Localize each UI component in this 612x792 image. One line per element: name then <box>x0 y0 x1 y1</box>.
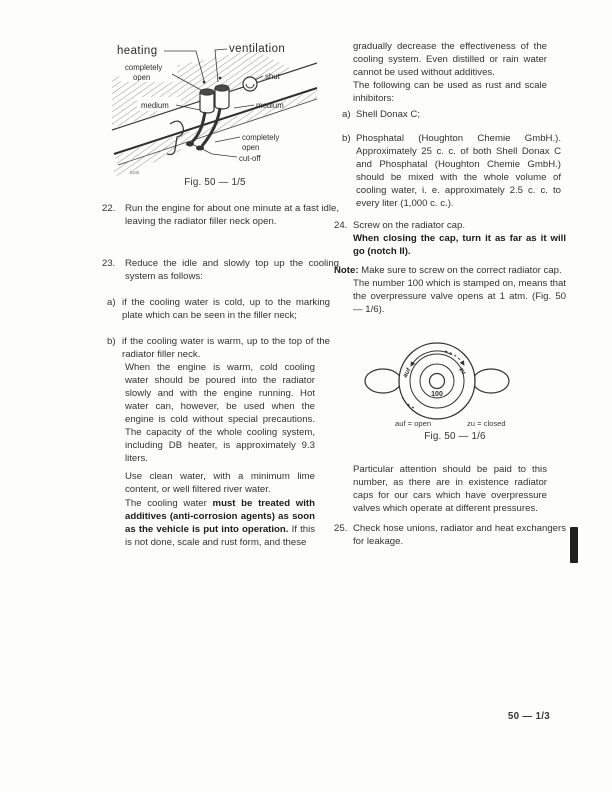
item-23a-text: if the cooling water is cold, up to the marking plate which can be seen in the filler neck; <box>122 297 330 321</box>
paragraph-clean-water: Use clean water, with a minimum lime content, or well filtered river water. <box>125 471 315 495</box>
label-completely-open-right: completely <box>242 133 280 142</box>
cap-stamp-100: 100 <box>431 391 443 398</box>
note-block <box>334 264 566 316</box>
legend-auf-open: auf = open <box>395 419 432 428</box>
cap-outline <box>365 343 509 419</box>
label-medium-right: medium <box>256 101 284 110</box>
paragraph-additives-post: If this is not done, scale and rust form, and these <box>125 524 315 548</box>
label-completely-open-left-2: open <box>133 73 151 82</box>
note-text-2: The number 100 which is stamped on, means that the overpressure valve opens at 1 atm. (Fig. 50 — 1/6). <box>353 278 566 315</box>
label-heating: heating <box>117 45 158 57</box>
item-23b <box>107 335 330 361</box>
item-24-text: Screw on the radiator cap. <box>353 220 465 231</box>
item-25-number: 25. <box>334 523 348 534</box>
item-24-number: 24. <box>334 220 348 231</box>
legend-zu-closed: zu = closed <box>467 419 506 428</box>
item-23 <box>102 257 339 283</box>
item-23a-marker: a) <box>107 297 116 308</box>
inhibitor-a-text: Shell Donax C; <box>356 109 420 120</box>
paragraph-inhibitors: The following can be used as rust and scale inhibitors: <box>353 80 547 104</box>
label-ventilation: ventilation <box>229 43 286 55</box>
item-24 <box>334 219 566 258</box>
item-24-bold-text: When closing the cap, turn it as far as it will go (notch II). <box>353 233 566 257</box>
item-25-text: Check hose unions, radiator and heat exchangers for leakage. <box>353 523 566 547</box>
paragraph-additives-bold: must be treated with additives (anti-corrosion agents) as soon as the vehicle is put into operation. <box>125 498 315 535</box>
paragraph-engine-warm: When the engine is warm, cold cooling water should be poured into the radiator slowly and with the engine running. Hot water can, however, be used when the engine is cold without special precautions. The capacity of the whole cooling system, including DB heater, is approximately 9.3 liters. <box>125 362 315 464</box>
inhibitor-b-text: Phosphatal (Houghton Chemie GmbH.). Approximately 25 c. c. of both Shell Donax C and Phosphatal (Houghton Chemie GmbH.) should be mixed with the whole volume of cooling water, i. e. approximately 2.5 c. c. to every liter (1,000 c. c.). <box>356 133 561 209</box>
thumb-index-mark <box>570 527 578 563</box>
label-shut: shut <box>265 72 280 81</box>
note-label: Note: <box>334 265 359 276</box>
figure-1-caption: Fig. 50 — 1/5 <box>184 177 246 188</box>
heating-ventilation-figure <box>104 38 318 178</box>
label-completely-open-left: completely <box>125 63 163 72</box>
item-23-number: 23. <box>102 258 116 269</box>
item-25 <box>334 522 566 548</box>
paragraph-particular-attention: Particular attention should be paid to this number, as there are in existence radiator caps for our cars which have overpressure valves which operate at different pressures. <box>353 464 547 514</box>
inhibitor-a-marker: a) <box>342 109 351 120</box>
plate-number: 5445 <box>130 170 140 175</box>
radiator-cap-figure <box>360 336 540 422</box>
label-cut-off: cut-off <box>239 154 261 163</box>
figure-2-caption: Fig. 50 — 1/6 <box>424 431 486 442</box>
note-text-1: Make sure to screw on the correct radiator cap. <box>358 265 562 276</box>
paragraph-gradually: gradually decrease the effectiveness of the cooling system. Even distilled or rain water cannot be used without additives. <box>353 41 547 78</box>
inhibitor-b <box>342 132 561 210</box>
inhibitor-b-marker: b) <box>342 133 351 144</box>
item-22 <box>102 202 339 228</box>
label-auf: auf <box>401 367 413 379</box>
label-medium-left: medium <box>141 101 169 110</box>
item-23b-text: if the cooling water is warm, up to the top of the radiator filler neck. <box>122 336 330 360</box>
item-23b-marker: b) <box>107 336 116 347</box>
item-22-number: 22. <box>102 203 116 214</box>
shut-knob <box>243 77 257 91</box>
label-completely-open-right-2: open <box>242 143 260 152</box>
item-23a <box>107 296 330 322</box>
right-intro <box>353 40 547 105</box>
page-number: 50 — 1/3 <box>507 711 550 722</box>
item-23-text: Reduce the idle and slowly top up the cooling system as follows: <box>125 258 339 282</box>
label-zu: zu <box>457 366 468 377</box>
paragraph-additives <box>125 497 315 549</box>
paragraph-additives-pre: The cooling water <box>125 498 213 509</box>
item-22-text: Run the engine for about one minute at a fast idle, leaving the radiator filler neck open. <box>125 203 339 227</box>
inhibitor-a <box>342 108 561 121</box>
